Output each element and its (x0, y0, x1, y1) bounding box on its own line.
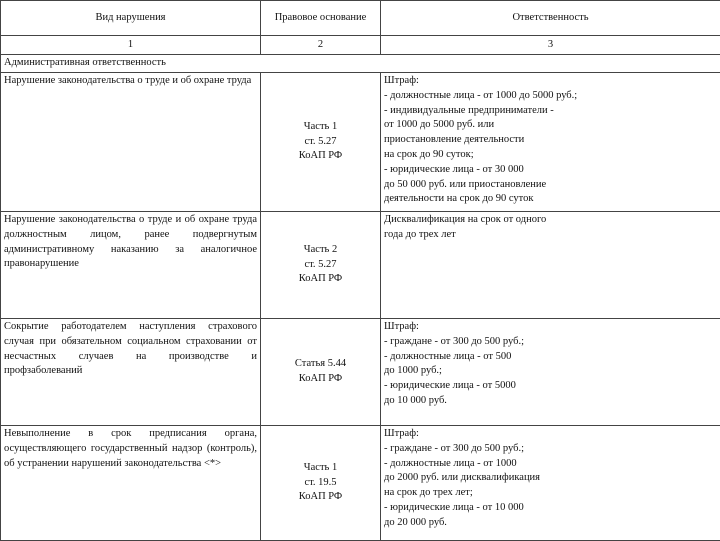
legal-basis-line: КоАП РФ (264, 490, 377, 505)
liability-line: - должностные лица - от 500 (384, 350, 717, 365)
header-row (1, 1, 720, 36)
liability-line: до 10 000 руб. (384, 394, 717, 409)
legal-basis-line: Часть 1 (264, 461, 377, 476)
liability-line: до 2000 руб. или дисквалификация (384, 471, 717, 486)
legal-basis-line: КоАП РФ (264, 372, 377, 387)
liability-line: до 20 000 руб. (384, 516, 717, 531)
violation-cell: Нарушение законодательства о труде и об охране труда должностным лицом, ранее подвергнутым административному наказанию за аналогичное правонарушение (1, 212, 261, 319)
liability-line: приостановление деятельности (384, 133, 717, 148)
liability-line: Дисквалификация на срок от одного (384, 213, 717, 228)
liability-line: от 1000 до 5000 руб. или (384, 118, 717, 133)
violation-cell: Невыполнение в срок предписания органа, осуществляющего государственный надзор (контроль), об устранении нарушений законодательства <*> (1, 426, 261, 541)
legal-basis-cell (261, 73, 381, 212)
legal-basis-line: Часть 2 (264, 243, 377, 258)
liability-line: - юридические лица - от 10 000 (384, 501, 717, 516)
liability-line: на срок до 90 суток; (384, 148, 717, 163)
liability-cell (381, 319, 720, 426)
section-title: Административная ответственность (1, 55, 720, 73)
legal-basis-line: КоАП РФ (264, 272, 377, 287)
liability-line: Штраф: (384, 427, 717, 442)
liability-line: - индивидуальные предприниматели - (384, 104, 717, 119)
liability-line: до 1000 руб.; (384, 364, 717, 379)
liability-cell (381, 212, 720, 319)
liability-line: - юридические лица - от 30 000 (384, 163, 717, 178)
legal-basis-line: Статья 5.44 (264, 357, 377, 372)
table-row (1, 73, 720, 212)
liability-line: года до трех лет (384, 228, 717, 243)
liability-cell (381, 73, 720, 212)
legal-basis-line: Часть 1 (264, 120, 377, 135)
header-violation-type: Вид нарушения (1, 1, 261, 36)
violation-cell: Сокрытие работодателем наступления страхового случая при обязательном социальном страховании от несчастных случаев на производстве и профзаболеваний (1, 319, 261, 426)
section-row (1, 55, 720, 73)
table-row (1, 319, 720, 426)
liability-line: деятельности на срок до 90 суток (384, 192, 717, 207)
violation-cell: Нарушение законодательства о труде и об охране труда (1, 73, 261, 212)
legal-basis-cell (261, 319, 381, 426)
liability-line: - граждане - от 300 до 500 руб.; (384, 335, 717, 350)
legal-basis-line: ст. 5.27 (264, 135, 377, 150)
liability-line: на срок до трех лет; (384, 486, 717, 501)
legal-basis-cell (261, 212, 381, 319)
column-number-1: 1 (1, 36, 261, 55)
legal-basis-cell (261, 426, 381, 541)
liability-line: - юридические лица - от 5000 (384, 379, 717, 394)
liability-line: до 50 000 руб. или приостановление (384, 178, 717, 193)
column-number-3: 3 (381, 36, 720, 55)
liability-line: - должностные лица - от 1000 до 5000 руб.; (384, 89, 717, 104)
legal-basis-line: ст. 5.27 (264, 258, 377, 273)
legal-basis-line: КоАП РФ (264, 149, 377, 164)
legal-basis-line: ст. 19.5 (264, 476, 377, 491)
column-number-2: 2 (261, 36, 381, 55)
table-row (1, 212, 720, 319)
liability-line: - граждане - от 300 до 500 руб.; (384, 442, 717, 457)
liability-line: Штраф: (384, 320, 717, 335)
liability-line: Штраф: (384, 74, 717, 89)
liability-line: - должностные лица - от 1000 (384, 457, 717, 472)
header-legal-basis: Правовое основание (261, 1, 381, 36)
header-liability: Ответственность (381, 1, 720, 36)
liability-cell (381, 426, 720, 541)
table-row (1, 426, 720, 541)
column-number-row (1, 36, 720, 55)
